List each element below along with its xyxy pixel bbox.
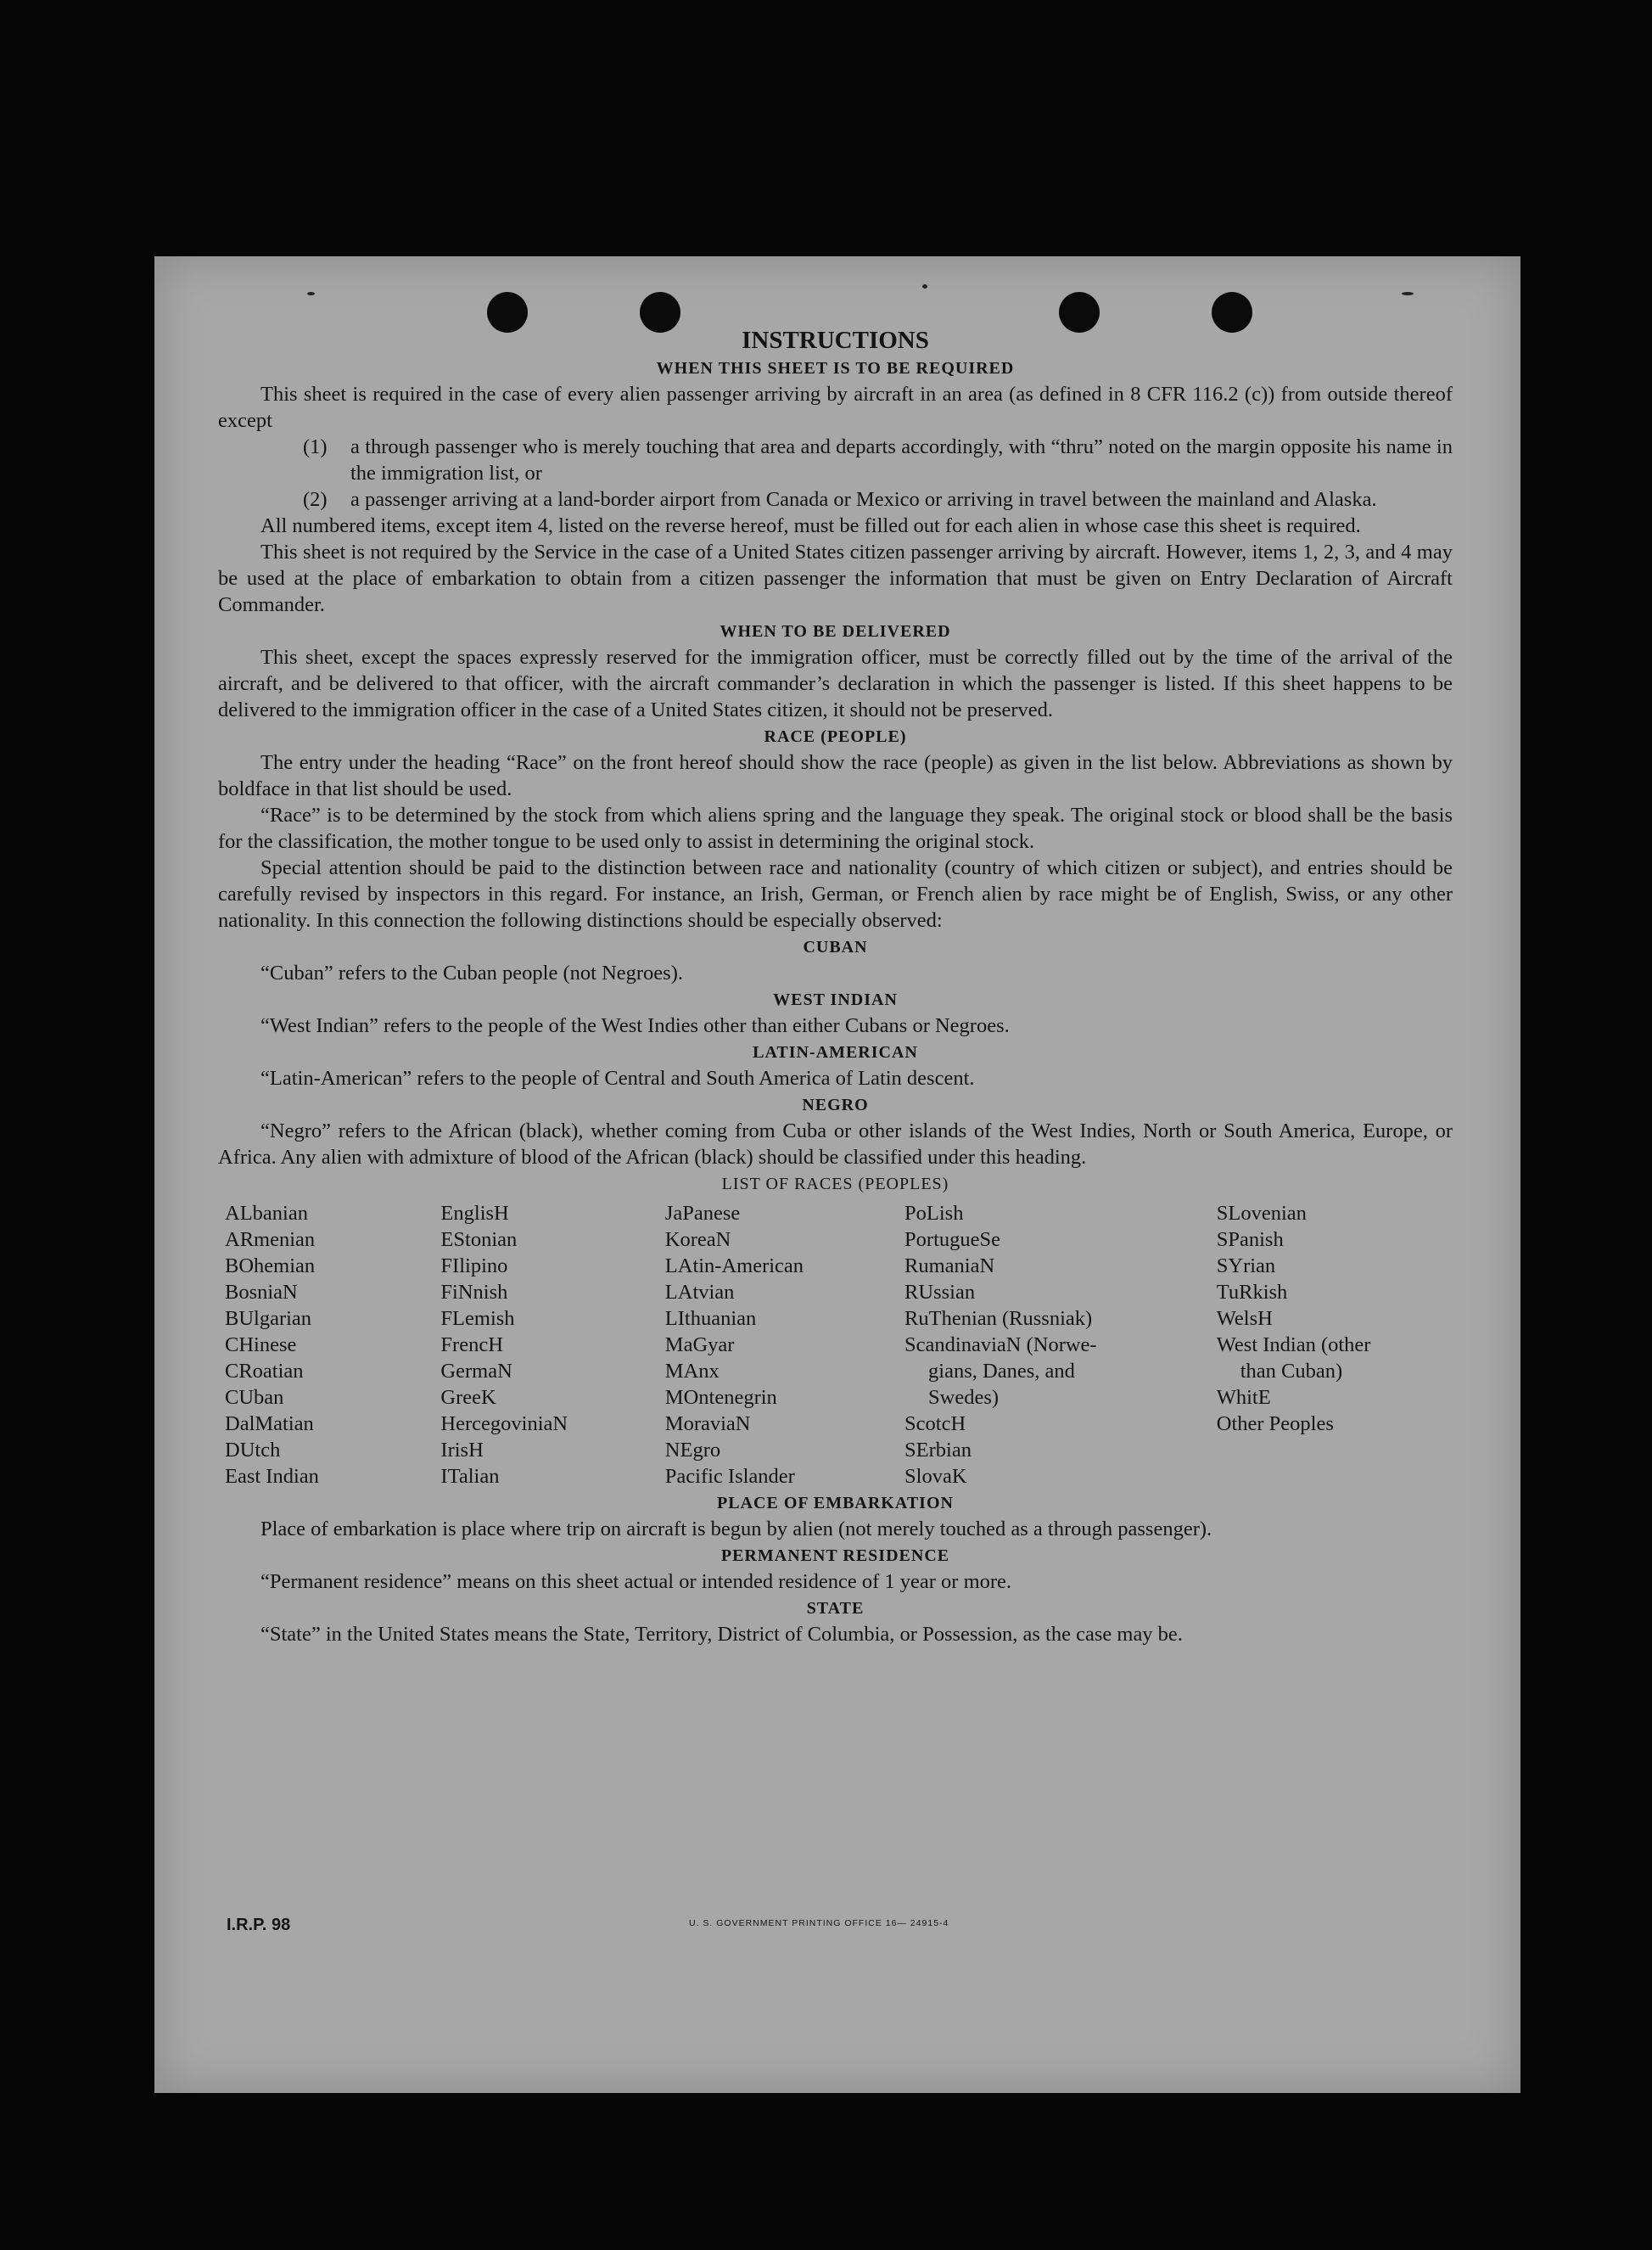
races-list [218, 1200, 1453, 1490]
section-heading-state: STATE [806, 1599, 865, 1618]
race-entry: NEgro [664, 1439, 721, 1462]
document-sheet [154, 256, 1520, 2093]
required-paragraph-2: All numbered items, except item 4, listed on the reverse hereof, must be filled out for each alien in whose case this sheet is required. [260, 514, 1361, 537]
race-entry: MaGyar [664, 1333, 735, 1356]
race-entry: LAtin-American [664, 1254, 804, 1277]
delivered-paragraph: This sheet, except the spaces expressly reserved for the immigration officer, must be correctly filled out by the time of the arrival of the aircraft, and be delivered to that officer, with the aircraft commander’s declaration in which the passenger is listed. If this sheet happens to be delivered to the immigration officer in the case of a United States citizen, it should not be preserved. [218, 646, 1453, 721]
race-entry: RUssian [904, 1281, 976, 1304]
section-heading-cuban: CUBAN [803, 938, 868, 957]
item-number: (2) [303, 488, 328, 511]
race-entry: EStonian [440, 1228, 518, 1251]
race-entry: FLemish [440, 1307, 515, 1330]
races-column-3 [665, 1200, 904, 1490]
race-paragraph-3: Special attention should be paid to the distinction between race and nationality (country of which citizen or subject), and entries should be carefully revised by inspectors in this regard. For instance, an Irish, German, or French alien by race might be of English, Swiss, or any other nationality. In this connection the following distinctions should be especially observed: [218, 856, 1453, 932]
section-heading-negro: NEGRO [802, 1096, 869, 1114]
race-entry: CHinese [225, 1333, 297, 1356]
race-entry: ScotcH [904, 1412, 966, 1435]
item-number: (1) [303, 435, 328, 458]
race-entry: East Indian [225, 1465, 319, 1488]
race-entry: SErbian [904, 1439, 972, 1462]
race-entry: MoraviaN [664, 1412, 751, 1435]
race-entry: PortugueSe [904, 1228, 1000, 1251]
races-column-4 [904, 1200, 1217, 1490]
section-heading-required: WHEN THIS SHEET IS TO BE REQUIRED [656, 359, 1015, 378]
race-entry-continuation: Swedes) [928, 1386, 1000, 1409]
race-entry: LIthuanian [664, 1307, 757, 1330]
race-entry: MAnx [664, 1360, 720, 1383]
section-heading-latin-american: LATIN-AMERICAN [753, 1043, 918, 1062]
form-number: I.R.P. 98 [227, 1916, 291, 1934]
race-entry: ScandinaviaN (Norwe- [904, 1333, 1097, 1356]
race-entry: CRoatian [225, 1360, 304, 1383]
print-speck [922, 284, 927, 289]
race-entry: ITalian [440, 1465, 500, 1488]
section-heading-west-indian: WEST INDIAN [773, 990, 898, 1009]
race-entry: RuThenian (Russniak) [904, 1307, 1093, 1330]
race-entry-continuation: gians, Danes, and [928, 1360, 1075, 1383]
race-entry: WelsH [1216, 1307, 1273, 1330]
race-entry: West Indian (other [1216, 1333, 1371, 1356]
page-title: INSTRUCTIONS [742, 327, 929, 354]
printer-imprint: U. S. GOVERNMENT PRINTING OFFICE 16— 24915-4 [689, 1918, 949, 1928]
race-entry: FiNnish [440, 1281, 508, 1304]
race-paragraph-2: “Race” is to be determined by the stock from which aliens spring and the language they speak. The original stock or blood shall be the basis for the classification, the mother tongue to be used only to assist in determining the original stock. [218, 804, 1453, 853]
races-column-2 [440, 1200, 664, 1490]
race-entry: DalMatian [225, 1412, 314, 1435]
race-entry: SlovaK [904, 1465, 967, 1488]
race-entry: SPanish [1216, 1228, 1284, 1251]
section-heading-race: RACE (PEOPLE) [764, 727, 907, 746]
race-entry: DUtch [225, 1439, 281, 1462]
instructions-body [218, 326, 1453, 1647]
race-paragraph-1: The entry under the heading “Race” on the front hereof should show the race (people) as given in the list below. Abbreviations as shown by boldface in that list should be used. [218, 751, 1453, 800]
negro-paragraph: “Negro” refers to the African (black), whether coming from Cuba or other islands of the West Indies, North or South America, Europe, or Africa. Any alien with admixture of blood of the African (black) should be classified under this heading. [218, 1119, 1453, 1169]
race-entry: CUban [225, 1386, 284, 1409]
state-paragraph: “State” in the United States means the State, Territory, District of Columbia, or Possession, as the case may be. [260, 1623, 1183, 1646]
cuban-paragraph: “Cuban” refers to the Cuban people (not Negroes). [260, 962, 683, 985]
race-entry: PoLish [904, 1202, 964, 1225]
race-entry: SYrian [1216, 1254, 1276, 1277]
race-entry: RumaniaN [904, 1254, 995, 1277]
required-intro: This sheet is required in the case of every alien passenger arriving by aircraft in an area (as defined in 8 CFR 116.2 (c)) from outside thereof except [218, 383, 1453, 432]
race-entry: EnglisH [440, 1202, 509, 1225]
race-entry: TuRkish [1216, 1281, 1288, 1304]
item-text: a through passenger who is merely touching that area and departs accordingly, with “thru” noted on the margin opposite his name in the immigration list, or [350, 435, 1453, 485]
print-speck [307, 292, 315, 295]
race-entry-continuation: than Cuban) [1240, 1360, 1343, 1383]
latin-american-paragraph: “Latin-American” refers to the people of Central and South America of Latin descent. [260, 1067, 975, 1090]
required-paragraph-3: This sheet is not required by the Service in the case of a United States citizen passenger arriving by aircraft. However, items 1, 2, 3, and 4 may be used at the place of embarkation to obtain from a citizen passenger the information that must be given on Entry Declaration of Aircraft Commander. [218, 541, 1453, 616]
races-column-5 [1217, 1200, 1453, 1490]
race-entry: ALbanian [225, 1202, 308, 1225]
embarkation-paragraph: Place of embarkation is place where trip on aircraft is begun by alien (not merely touched as a through passenger). [260, 1518, 1212, 1540]
race-entry: WhitE [1216, 1386, 1271, 1409]
item-text: a passenger arriving at a land-border airport from Canada or Mexico or arriving in travel between the mainland and Alaska. [350, 488, 1377, 511]
race-entry: ARmenian [225, 1228, 316, 1251]
section-heading-races-list: LIST OF RACES (PEOPLES) [721, 1175, 949, 1193]
section-heading-delivered: WHEN TO BE DELIVERED [720, 622, 951, 641]
section-heading-embarkation: PLACE OF EMBARKATION [717, 1494, 954, 1512]
race-entry: FIlipino [440, 1254, 508, 1277]
race-entry: LAtvian [664, 1281, 735, 1304]
west-indian-paragraph: “West Indian” refers to the people of the West Indies other than either Cubans or Negroes. [260, 1014, 1010, 1037]
race-entry: BOhemian [225, 1254, 316, 1277]
race-entry: GreeK [440, 1386, 496, 1409]
race-entry: SLovenian [1216, 1202, 1307, 1225]
races-column-1 [225, 1200, 440, 1490]
race-entry: FrencH [440, 1333, 503, 1356]
race-entry: GermaN [440, 1360, 512, 1383]
exception-item-2 [218, 486, 1453, 513]
race-entry: Other Peoples [1216, 1412, 1334, 1435]
race-entry: JaPanese [664, 1202, 741, 1225]
race-entry: Pacific Islander [664, 1465, 795, 1488]
race-entry: HercegoviniaN [440, 1412, 568, 1435]
race-entry: KoreaN [664, 1228, 731, 1251]
residence-paragraph: “Permanent residence” means on this sheet actual or intended residence of 1 year or more. [260, 1570, 1012, 1593]
print-speck [1402, 292, 1414, 295]
race-entry: BosniaN [225, 1281, 298, 1304]
race-entry: IrisH [440, 1439, 484, 1462]
section-heading-residence: PERMANENT RESIDENCE [720, 1546, 950, 1565]
race-entry: BUlgarian [225, 1307, 312, 1330]
race-entry: MOntenegrin [664, 1386, 777, 1409]
exception-item-1 [218, 434, 1453, 486]
